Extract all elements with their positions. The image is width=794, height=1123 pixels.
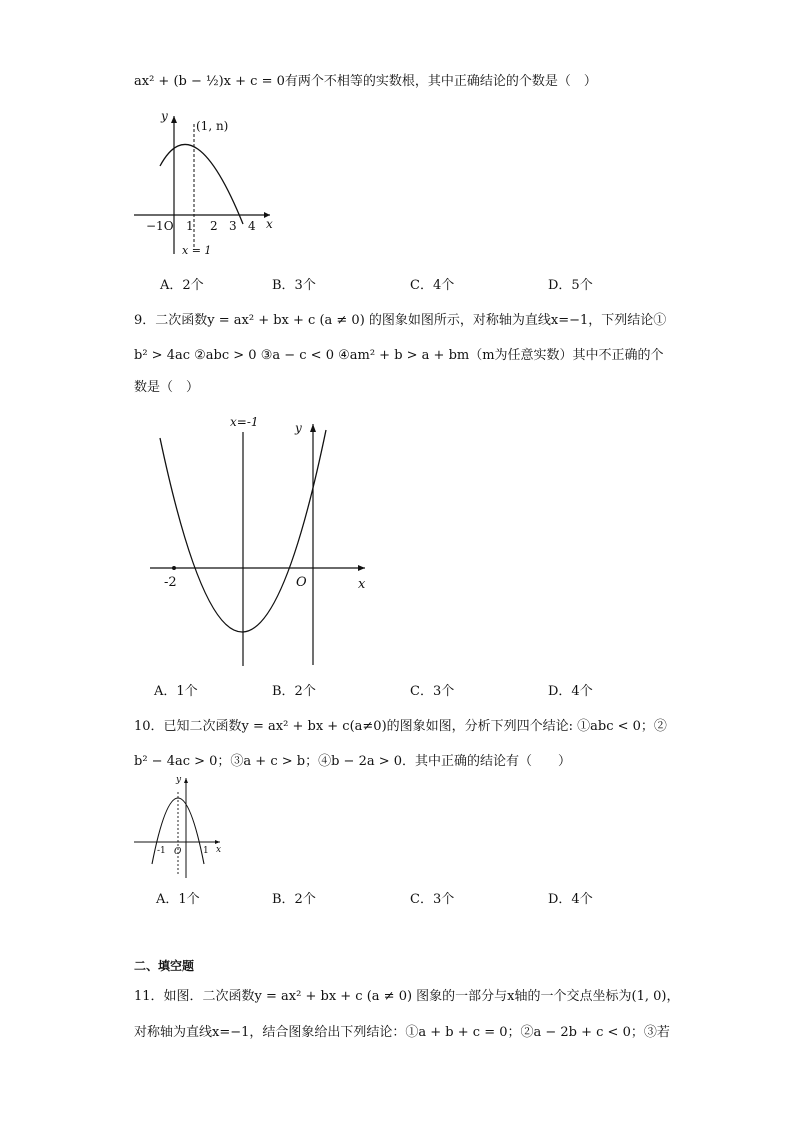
option-d[interactable]: D．5个 [548,278,593,293]
q9-origin-label: O [296,575,307,590]
q9-y-label: y [295,421,302,435]
q9-stem-line2: b² > 4ac ②abc > 0 ③a − c < 0 ④am² + b > a + bm（m为任意实数）其中不正确的个 [134,348,664,363]
q8-tick-label: 4 [248,219,256,233]
q8-stem-tail: ax² + (b − ½)x + c = 0有两个不相等的实数根，其中正确结论的个数是（ ） [134,74,597,89]
q8-tick-label: −1O [146,219,174,233]
section-title: 二、填空题 [134,959,195,973]
q8-axis-note: x = 1 [182,244,212,257]
q8-tick-label: 3 [229,219,237,233]
q9-options [154,680,640,700]
q8-tick-label: 1 [186,219,194,233]
q10-figure [130,772,230,882]
q9-symmetry-axis-label: x=-1 [230,415,259,429]
option-b[interactable]: B．2个 [272,684,316,699]
option-c[interactable]: C．3个 [410,684,455,699]
q9-x-label: x [358,577,366,592]
option-c[interactable]: C．4个 [410,278,455,293]
q8-options [160,274,640,294]
q10-origin-label: O [174,847,182,857]
option-b[interactable]: B．2个 [272,892,316,907]
q11-stem-line2: 对称轴为直线x=−1，结合图象给出下列结论：①a + b + c = 0；②a − 2b + c < 0；③若 [134,1025,670,1040]
q10-tick-pos-label: 1 [203,846,209,856]
q9-stem-line3: 数是（ ） [134,380,200,395]
q9-point-label: -2 [164,575,177,590]
option-d[interactable]: D．4个 [548,892,593,907]
q8-point-label: (1, n) [196,119,229,133]
option-d[interactable]: D．4个 [548,684,593,699]
option-a[interactable]: A．1个 [154,684,198,699]
q9-stem-line1: 9．二次函数y = ax² + bx + c (a ≠ 0) 的图象如图所示，对称轴为直线x=−1，下列结论① [134,313,667,328]
q10-tick-neg-label: -1 [157,846,166,856]
q9-figure [140,410,380,670]
q8-y-label: y [161,109,168,123]
q10-x-label: x [216,845,222,855]
option-c[interactable]: C．3个 [410,892,455,907]
q8-tick-label: 2 [210,219,218,233]
option-b[interactable]: B．3个 [272,278,316,293]
q10-stem-line1: 10．已知二次函数y = ax² + bx + c(a≠0)的图象如图，分析下列四个结论: ①abc < 0；② [134,719,667,734]
q10-y-label: y [176,775,182,785]
q11-stem-line1: 11．如图．二次函数y = ax² + bx + c (a ≠ 0) 图象的一部分与x轴的一个交点坐标为(1, 0)， [134,989,680,1004]
option-a[interactable]: A．2个 [160,278,204,293]
q10-options [156,888,640,908]
q8-figure [130,108,280,258]
q10-stem-line2: b² − 4ac > 0；③a + c > b；④b − 2a > 0．其中正确的结论有（ ） [134,754,572,769]
q8-x-label: x [266,217,273,231]
option-a[interactable]: A．1个 [156,892,200,907]
